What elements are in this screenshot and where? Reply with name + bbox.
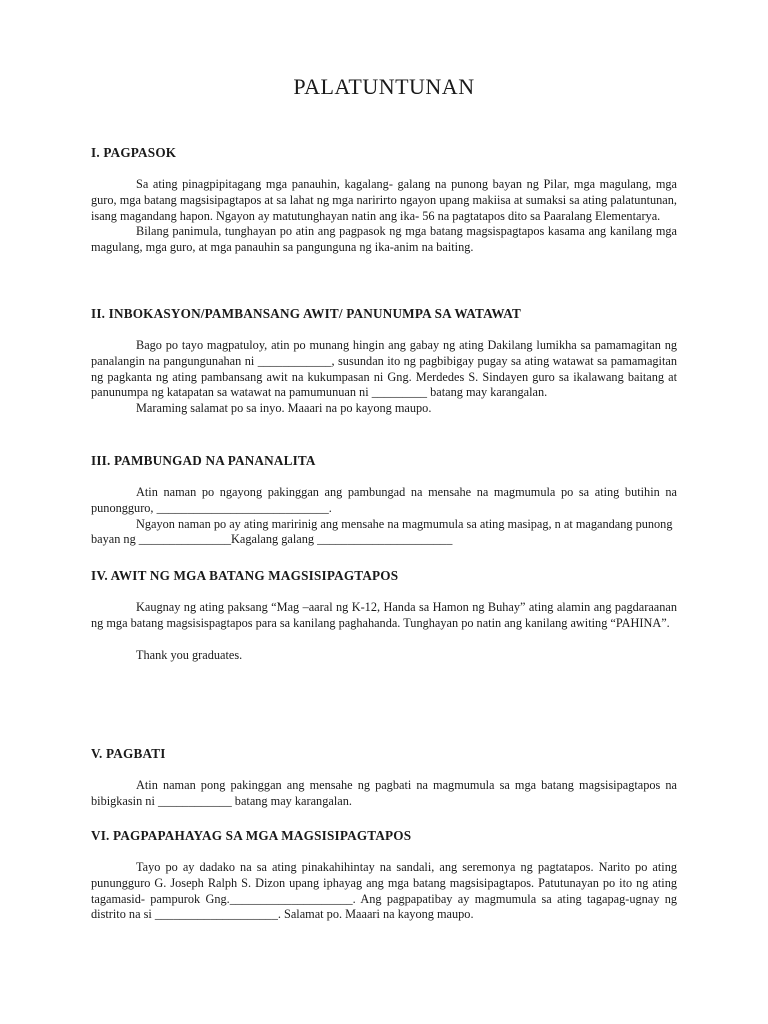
section-heading: I. PAGPASOK <box>91 145 177 160</box>
section-pambungad <box>91 453 677 548</box>
section-paragraph: Bago po tayo magpatuloy, atin po munang hingin ang gabay ng ating Dakilang lumikha sa pamamagitan ng panalangin na pangungunahan ni ____________, susundan ito ng pagbibigay pugay sa ating watawat sa pamamagitan ng pagkanta ng ating pambansang awit na kukumpasan ni Gng. Merdedes S. Sindayen guro sa ikalawang baitang at panunumpa ng katapatan sa watawat na pamumunuan ni _________ batang may karangalan. <box>91 338 677 400</box>
section-pagpapahayag <box>91 828 677 923</box>
section-heading: V. PAGBATI <box>91 746 166 761</box>
section-heading: VI. PAGPAPAHAYAG SA MGA MAGSISIPAGTAPOS <box>91 828 412 843</box>
section-paragraph: Sa ating pinagpipitagang mga panauhin, kagalang- galang na punong bayan ng Pilar, mga magulang, mga guro, mga batang magsisipagtapos at sa lahat ng mga naririrto ngayon upang makiisa at sumaksi sa ating palatuntunan, isang magandang hapon. Ngayon ay matutunghayan natin ang ika- 56 na pagtatapos dito sa Paaralang Elementarya. <box>91 177 677 223</box>
document-title: PALATUNTUNAN <box>293 74 475 99</box>
section-paragraph: Maraming salamat po sa inyo. Maaari na po kayong maupo. <box>136 401 432 416</box>
section-paragraph: Atin naman po ngayong pakinggan ang pambungad na mensahe na magmumula po sa ating butihin na punongguro, ____________________________. <box>91 485 677 515</box>
section-inbokasyon <box>91 306 677 417</box>
section-paragraph: Atin naman pong pakinggan ang mensahe ng pagbati na magmumula sa mga batang magsisipagtapos na bibigkasin ni ____________ batang may karangalan. <box>91 778 677 808</box>
section-pagpasok <box>91 145 677 256</box>
section-paragraph: Bilang panimula, tunghayan po atin ang pagpasok ng mga batang magsispagtapos kasama ang kanilang mga magulang, mga guro, at mga panauhin sa pangunguna ng ika-anim na baiting. <box>91 224 677 255</box>
section-awit <box>91 568 677 663</box>
section-heading: III. PAMBUNGAD NA PANANALITA <box>91 453 316 468</box>
section-paragraph: Thank you graduates. <box>136 647 243 662</box>
section-heading: II. INBOKASYON/PAMBANSANG AWIT/ PANUNUMPA SA WATAWAT <box>91 306 521 321</box>
section-paragraph: Kaugnay ng ating paksang “Mag –aaral ng K-12, Handa sa Hamon ng Buhay” ating alamin ang pagdaraanan ng mga batang magsisispagtapos para sa kanilang paghahanda. Tunghayan po natin ang kanilang awiting “PAHINA”. <box>91 600 677 630</box>
section-pagbati <box>91 746 677 810</box>
section-paragraph: Tayo po ay dadako na sa ating pinakahihintay na sandali, ang seremonya ng pagtatapos. Narito po ating punungguro G. Joseph Ralph S. Dizon upang iphayag ang mga batang magsisipagtapos. Patutunayan po ito ng ating tagamasid- pampurok Gng.____________________. Ang pagpapatibay ay magmumula sa ating tagapag-ugnay ng distrito na si ____________________. Salamat po. Maaari na kayong maupo. <box>91 860 677 922</box>
section-heading: IV. AWIT NG MGA BATANG MAGSISIPAGTAPOS <box>91 568 399 583</box>
section-paragraph: Ngayon naman po ay ating maririnig ang mensahe na magmumula sa ating masipag, n at magandang punong bayan ng _______________Kagalang galang ______________________ <box>91 516 673 547</box>
